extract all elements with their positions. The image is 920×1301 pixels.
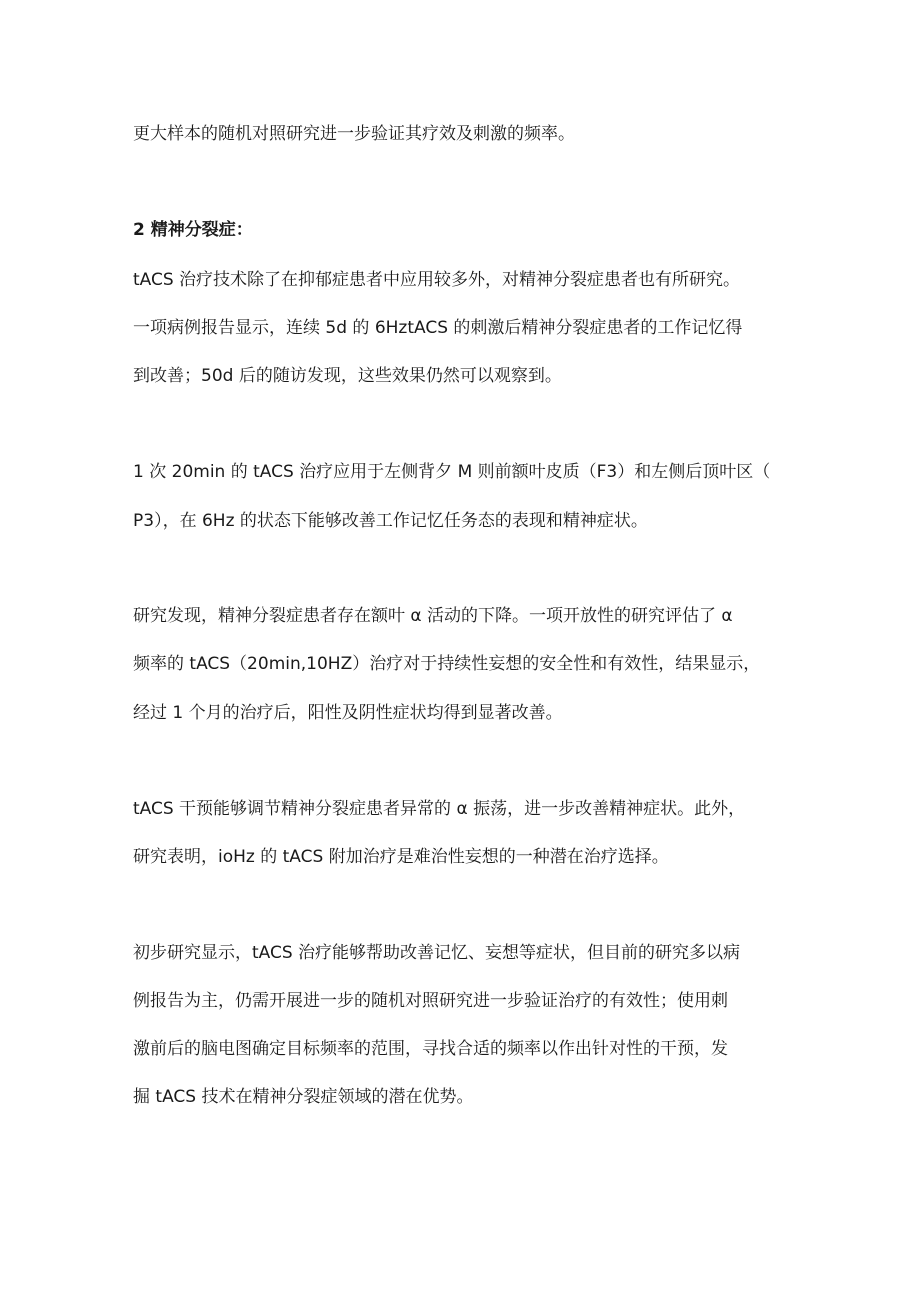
- section-heading: 2 精神分裂症：: [133, 220, 253, 240]
- paragraph-line: 激前后的脑电图确定目标频率的范围，寻找合适的频率以作出针对性的干预，发: [133, 1039, 728, 1059]
- paragraph-line: tACS 干预能够调节精神分裂症患者异常的 α 振荡，进一步改善精神症状。此外，: [133, 799, 746, 819]
- paragraph-line: 到改善；50d 后的随访发现，这些效果仍然可以观察到。: [133, 366, 562, 386]
- paragraph-line: 初步研究显示，tACS 治疗能够帮助改善记忆、妄想等症状，但目前的研究多以病: [133, 943, 741, 963]
- intro-line: 更大样本的随机对照研究进一步验证其疗效及刺激的频率。: [133, 124, 575, 144]
- paragraph-line: 频率的 tACS（20min,10HZ）治疗对于持续性妄想的安全性和有效性，结果显示，: [133, 654, 761, 674]
- paragraph-line: 掘 tACS 技术在精神分裂症领域的潜在优势。: [133, 1087, 474, 1107]
- paragraph-line: tACS 治疗技术除了在抑郁症患者中应用较多外，对精神分裂症患者也有所研究。: [133, 270, 741, 290]
- paragraph-line: 一项病例报告显示，连续 5d 的 6HztACS 的刺激后精神分裂症患者的工作记忆得: [133, 318, 743, 338]
- paragraph-line: P3），在 6Hz 的状态下能够改善工作记忆任务态的表现和精神症状。: [133, 511, 648, 531]
- paragraph-line: 研究发现，精神分裂症患者存在额叶 α 活动的下降。一项开放性的研究评估了 α: [133, 606, 733, 626]
- paragraph-line: 经过 1 个月的治疗后，阳性及阴性症状均得到显著改善。: [133, 703, 563, 723]
- paragraph-line: 研究表明，ioHz 的 tACS 附加治疗是难治性妄想的一种潜在治疗选择。: [133, 847, 669, 867]
- paragraph-line: 例报告为主，仍需开展进一步的随机对照研究进一步验证治疗的有效性；使用刺: [133, 991, 728, 1011]
- paragraph-line: 1 次 20min 的 tACS 治疗应用于左侧背夕 M 则前额叶皮质（F3）和左侧后顶叶区（: [133, 462, 771, 482]
